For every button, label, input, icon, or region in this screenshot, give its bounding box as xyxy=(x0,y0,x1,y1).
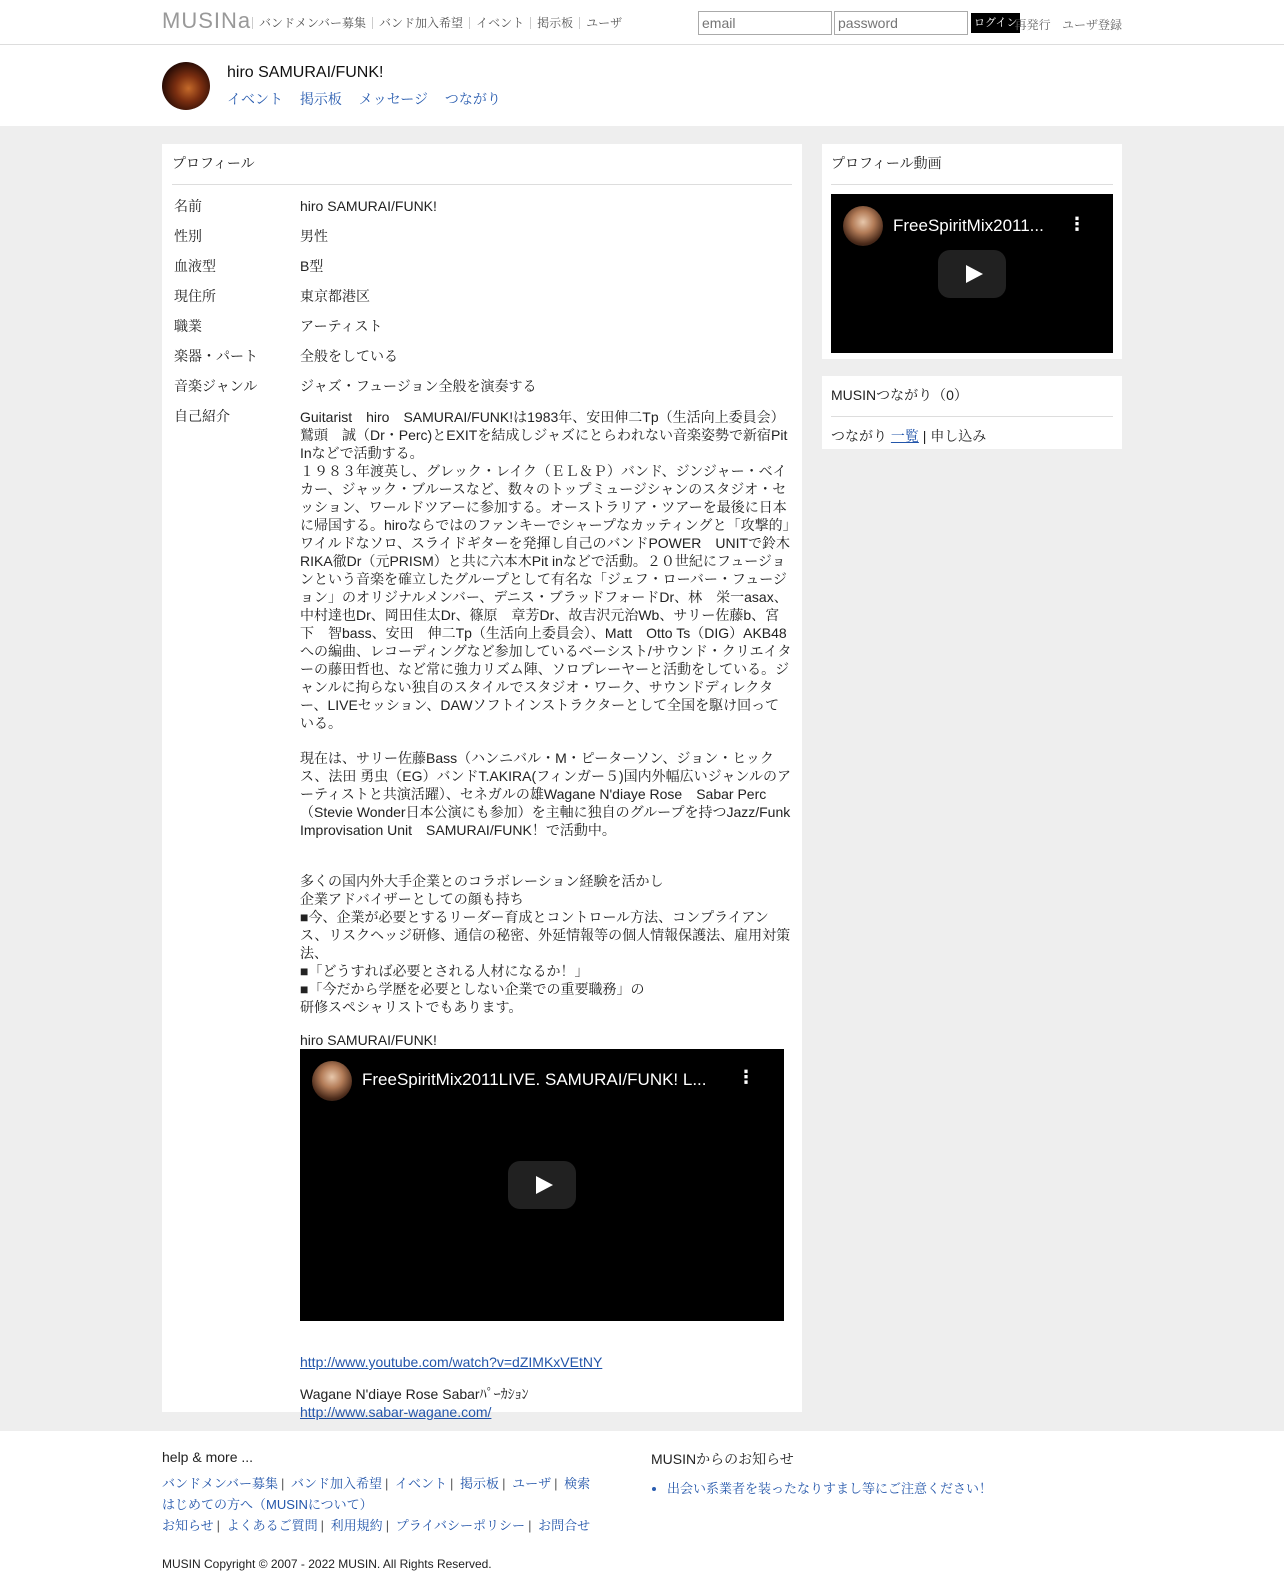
news-item[interactable] xyxy=(667,1478,992,1497)
profile-video-player[interactable] xyxy=(831,194,1113,353)
profile-video-panel xyxy=(822,144,1122,359)
profile-name: hiro SAMURAI/FUNK! xyxy=(227,64,384,81)
table-row xyxy=(172,403,792,1429)
auth-links xyxy=(1007,16,1122,33)
video-title[interactable]: FreeSpiritMix2011LIVE. SAMURAI/FUNK! L... xyxy=(362,1071,707,1088)
wagane-link[interactable]: http://www.sabar-wagane.com/ xyxy=(300,1404,492,1420)
profile-tabs xyxy=(227,89,514,109)
footer-news xyxy=(651,1449,992,1497)
footer-link[interactable]: お問合せ xyxy=(538,1518,591,1533)
intro-paragraph: ■「今だから学歴を必要としない企業での重要職務」の xyxy=(300,981,645,997)
profile-video-title: プロフィール動画 xyxy=(831,153,1113,185)
footer-link[interactable]: バンド加入希望 xyxy=(290,1476,382,1491)
footer-link[interactable]: 検索 xyxy=(564,1476,591,1491)
intro-paragraph: ■「どうすれば必要とされる人材になるか！」 xyxy=(300,963,589,979)
field-value: hiro SAMURAI/FUNK! xyxy=(300,198,437,214)
footer-link[interactable]: はじめての方へ（MUSINについて） xyxy=(162,1497,373,1512)
nav-band-member-recruit[interactable]: バンドメンバー募集 xyxy=(252,17,372,29)
field-value: 男性 xyxy=(300,228,328,244)
profile-section-title: プロフィール xyxy=(172,153,792,185)
more-vert-icon[interactable]: ⋮ xyxy=(737,1067,755,1087)
intro-paragraph: Guitarist hiro SAMURAI/FUNK!は1983年、安田伸二Tp（生活向上委員会）鷲頭 誠（Dr・Perc)とEXITを結成しジャズにとらわれない音楽姿勢で新宿Pit Inなどで活動する。 xyxy=(300,409,788,461)
nav-events[interactable]: イベント xyxy=(469,17,530,29)
self-introduction xyxy=(298,403,792,1429)
footer-link[interactable]: よくあるご質問 xyxy=(226,1518,318,1533)
field-label: 現住所 xyxy=(174,288,216,304)
top-navigation-bar xyxy=(0,0,1284,45)
channel-avatar-icon[interactable] xyxy=(312,1061,352,1101)
footer-row: バンドメンバー募集 | バンド加入希望 | イベント | 掲示板 | ユーザ | 検索 xyxy=(162,1476,591,1491)
table-row xyxy=(172,223,792,253)
intro-paragraph: 多くの国内外大手企業とのコラボレーション経験を活かし xyxy=(300,873,664,889)
table-row xyxy=(172,373,792,403)
intro-paragraph: ■今、企業が必要とするリーダー育成とコントロール方法、コンプライアンス、リスクヘッジ研修、通信の秘密、外延情報等の個人情報保護法、雇用対策法、 xyxy=(300,909,791,961)
footer-link[interactable]: プライバシーポリシー xyxy=(395,1518,526,1533)
tab-message[interactable]: メッセージ xyxy=(358,91,428,107)
footer-row: お知らせ | よくあるご質問 | 利用規約 | プライバシーポリシー | お問合せ xyxy=(162,1518,591,1533)
intro-wagane: Wagane N'diaye Rose Sabarﾊﾟｰｶｼｮﾝ xyxy=(300,1386,529,1402)
intro-paragraph: １９８３年渡英し、グレック・レイク（ＥＬ＆Ｐ）バンド、ジンジャー・ベイカー、ジャック・ブルースなど、数々のトップミュージシャンのスタジオ・セッション、ワールドツアーに参加する。オーストラリア・ツアーを最後に日本に帰国する。hiroならではのファンキーでシャープなカッティングと「攻撃的」ワイルドなソロ、スライドギターを発揮し自己のバンドPOWER UNITで鈴木RIKA徹Dr（元PRISM）と共に六本木Pit inなどで活動。２０世紀にフュージョンという音楽を確立したグループとして有名な「ジェフ・ローバー・フュージョン」のオリジナルメンバー、デニス・ブラッドフォードDr、林 栄一asax、中村達也Dr、岡田佳太Dr、篠原 章芳Dr、故吉沢元治Wb、サリー佐藤b、宮下 智bass、安田 伸二Tp（生活向上委員会）、Matt Otto Ts（DIG）AKB48への編曲、レコーディングなど参加しているベーシスト/サウンド・クリエイターの藤田哲也、など常に強力リズム陣、ソロプレーヤーと活動をしている。ジャンルに拘らない独自のスタイルでスタジオ・ワーク、サウンドディレクター、LIVEセッション、DAWソフトインストラクターとして全国を駆け回っている。 xyxy=(300,463,792,731)
tab-connections[interactable]: つながり xyxy=(444,91,501,107)
footer-link[interactable]: ユーザ xyxy=(512,1476,552,1491)
news-link[interactable]: 出会い系業者を装ったなりすまし等にご注意ください！ xyxy=(667,1481,993,1496)
footer-link[interactable]: イベント xyxy=(395,1476,448,1491)
nav-users[interactable]: ユーザ xyxy=(579,17,628,29)
connections-apply-link[interactable]: 申し込み xyxy=(930,428,987,444)
field-value: ジャズ・フュージョン全般を演奏する xyxy=(300,378,537,394)
nav-band-join[interactable]: バンド加入希望 xyxy=(372,17,469,29)
channel-avatar-icon[interactable] xyxy=(843,206,883,246)
intro-paragraph: 研修スペシャリストでもあります。 xyxy=(300,999,523,1015)
login-form xyxy=(698,11,1020,35)
footer-row xyxy=(162,1494,590,1515)
play-icon[interactable] xyxy=(938,250,1006,298)
tab-events[interactable]: イベント xyxy=(227,91,283,107)
footer-help xyxy=(162,1449,590,1536)
password-input[interactable] xyxy=(834,11,968,35)
register-link[interactable]: ユーザ登録 xyxy=(1061,18,1122,32)
profile-header xyxy=(0,45,1284,126)
footer-link[interactable]: 掲示板 xyxy=(460,1476,500,1491)
table-row xyxy=(172,343,792,373)
connections-panel xyxy=(822,376,1122,449)
field-value: 東京都港区 xyxy=(300,288,370,304)
copyright: MUSIN Copyright © 2007 - 2022 MUSIN. All Rights Reserved. xyxy=(162,1557,492,1571)
field-label: 血液型 xyxy=(174,258,216,274)
video-title[interactable]: FreeSpiritMix2011... xyxy=(893,216,1044,235)
intro-paragraph: 現在は、サリー佐藤Bass（ハンニバル・M・ピーターソン、ジョン・ヒックス、法田 勇虫（EG）バンドT.AKIRA(フィンガー５)国内外幅広いジャンルのアーティストと共演活躍）、セネガルの雄Wagane N'diaye Rose Sabar Perc（Stevie Wonder日本公演にも参加）を主軸に独自のグループを持つJazz/Funk Improvisation Unit SAMURAI/FUNK！で活動中。 xyxy=(300,750,792,838)
footer xyxy=(0,1431,1284,1584)
footer-link[interactable]: お知らせ xyxy=(162,1518,214,1533)
intro-signature: hiro SAMURAI/FUNK! xyxy=(300,1032,437,1048)
field-label: 楽器・パート xyxy=(174,348,258,364)
login-button[interactable]: ログイン xyxy=(971,13,1020,33)
table-row xyxy=(172,313,792,343)
field-label: 音楽ジャンル xyxy=(174,378,258,394)
avatar[interactable] xyxy=(162,62,210,110)
main-nav xyxy=(252,17,628,29)
footer-link[interactable]: 利用規約 xyxy=(330,1518,383,1533)
play-icon[interactable] xyxy=(508,1161,576,1209)
musin-logo[interactable] xyxy=(162,10,250,32)
field-value: アーティスト xyxy=(300,318,383,334)
table-row xyxy=(172,253,792,283)
field-label: 性別 xyxy=(174,228,202,244)
intro-video-player[interactable] xyxy=(300,1049,784,1321)
field-label: 職業 xyxy=(174,318,202,334)
footer-link[interactable]: バンドメンバー募集 xyxy=(162,1476,278,1491)
intro-paragraph: 企業アドバイザーとしての顔も持ち xyxy=(300,891,524,907)
field-label: 名前 xyxy=(174,198,202,214)
field-value: B型 xyxy=(300,258,324,274)
reissue-link[interactable]: 再発行 xyxy=(1014,18,1051,32)
field-label: 自己紹介 xyxy=(174,408,230,424)
footer-news-title: MUSINからのお知らせ xyxy=(651,1451,794,1467)
field-value: 全般をしている xyxy=(300,348,398,364)
nav-board[interactable]: 掲示板 xyxy=(530,17,579,29)
youtube-link[interactable]: http://www.youtube.com/watch?v=dZIMKxVEtNY xyxy=(300,1354,603,1370)
profile-panel xyxy=(162,144,802,1420)
tab-board[interactable]: 掲示板 xyxy=(299,91,342,107)
more-vert-icon[interactable]: ⋮ xyxy=(1068,214,1086,234)
connections-row: つながり 一覧 | 申し込み xyxy=(831,428,987,444)
profile-table xyxy=(172,193,792,1429)
connections-list-link[interactable]: 一覧 xyxy=(890,428,919,444)
email-input[interactable] xyxy=(698,11,832,35)
table-row xyxy=(172,193,792,223)
connections-title: MUSINつながり（0） xyxy=(831,385,1113,417)
footer-help-title: help & more ... xyxy=(162,1449,254,1465)
table-row xyxy=(172,283,792,313)
connections-label: つながり xyxy=(831,428,887,444)
logo-text: MUSINa xyxy=(162,8,252,33)
